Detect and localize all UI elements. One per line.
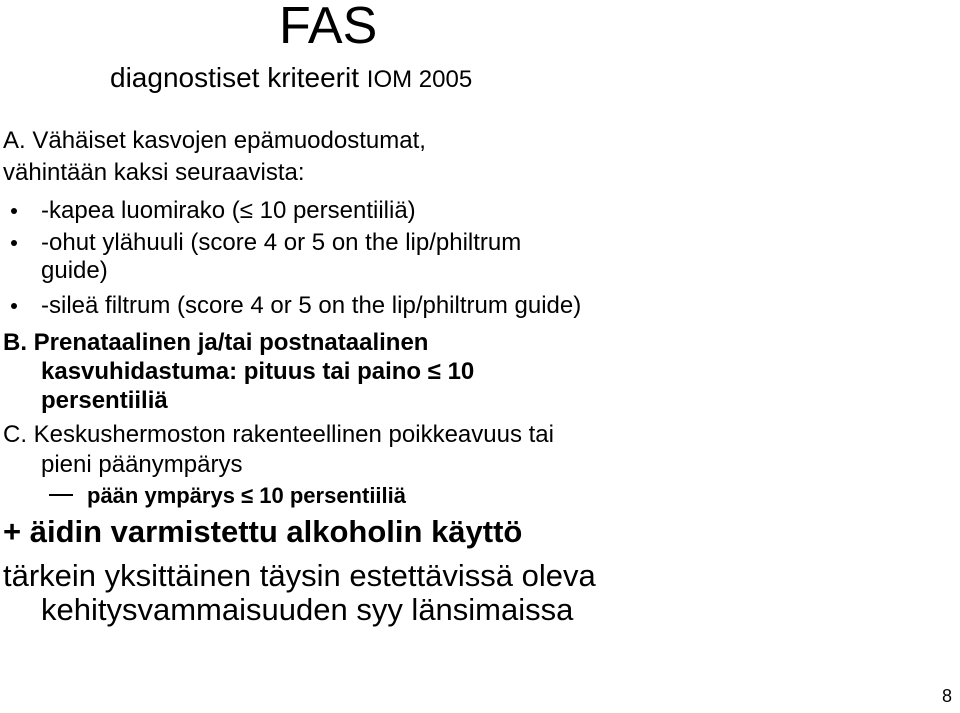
dash-icon bbox=[49, 494, 73, 496]
section-b-line2: kasvuhidastuma: pituus tai paino ≤ 10 bbox=[41, 358, 475, 385]
section-a-item-2-line1: -ohut ylähuuli (score 4 or 5 on the lip/philtrum bbox=[41, 229, 522, 256]
bullet-icon bbox=[11, 208, 17, 214]
bullet-icon bbox=[11, 240, 17, 246]
section-a-item-1: -kapea luomirako (≤ 10 persentiiliä) bbox=[41, 197, 416, 224]
page-number: 8 bbox=[941, 686, 952, 706]
alcohol-statement: + äidin varmistettu alkoholin käyttö bbox=[3, 514, 523, 549]
conclusion-line1: tärkein yksittäinen täysin estettävissä oleva bbox=[3, 558, 596, 593]
section-a-heading-line1: A. Vähäiset kasvojen epämuodostumat, bbox=[3, 127, 426, 154]
section-c-line2: pieni päänympärys bbox=[41, 451, 243, 478]
subtitle-source: IOM 2005 bbox=[366, 66, 473, 93]
section-b-line3: persentiiliä bbox=[41, 387, 168, 414]
section-b-line1: B. Prenataalinen ja/tai postnataalinen bbox=[3, 329, 429, 356]
slide-subtitle bbox=[110, 60, 472, 98]
conclusion-line2: kehitysvammaisuuden syy länsimaissa bbox=[41, 592, 574, 627]
slide-title: FAS bbox=[279, 0, 378, 55]
bullet-icon bbox=[11, 303, 17, 309]
section-c-sub-item: pään ympärys ≤ 10 persentiiliä bbox=[87, 483, 406, 508]
section-a-heading-line2: vähintään kaksi seuraavista: bbox=[3, 159, 305, 186]
section-a-item-2-line2: guide) bbox=[41, 257, 108, 284]
subtitle-main: diagnostiset kriteerit bbox=[110, 62, 360, 93]
section-c-line1: C. Keskushermoston rakenteellinen poikkeavuus tai bbox=[3, 421, 554, 448]
section-a-item-3: -sileä filtrum (score 4 or 5 on the lip/philtrum guide) bbox=[41, 292, 582, 319]
